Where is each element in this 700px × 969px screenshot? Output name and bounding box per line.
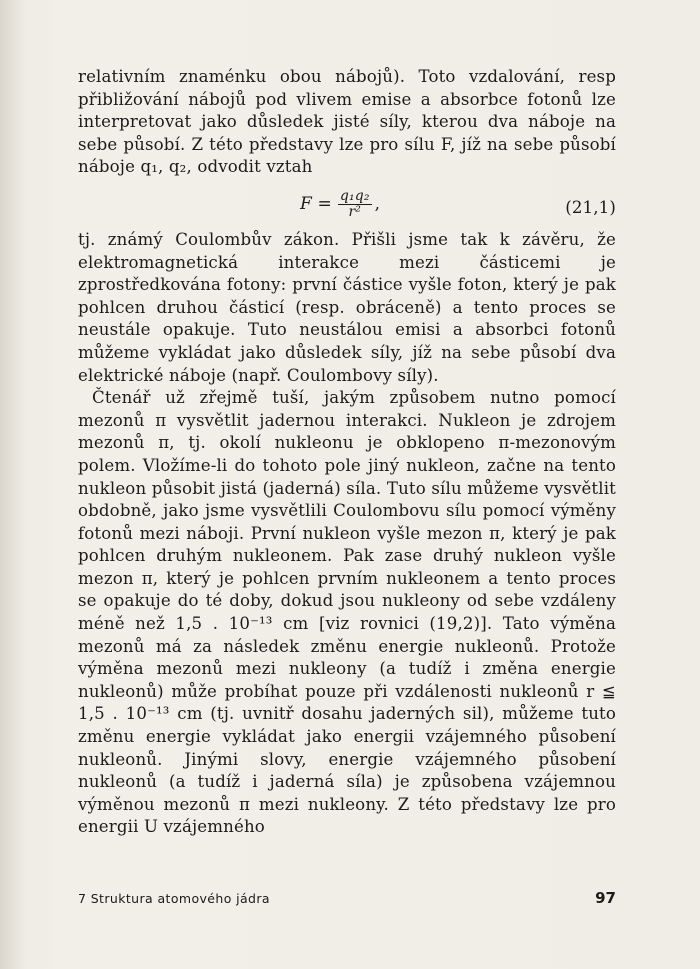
- body-text: [78, 66, 616, 839]
- paragraph-1: relativním znaménku obou nábojů). Toto vzdalování, resp přibližování nábojů pod vlivem emise a absorbce fotonů lze interpretovat jako důsledek jisté síly, kterou dva náboje na sebe působí. Z této představy lze pro sílu F, jíž na sebe působí náboje q₁, q₂, odvodit vztah: [78, 67, 616, 177]
- chapter-title: 7 Struktura atomového jádra: [78, 891, 270, 906]
- equation-numerator: q₁q₂: [339, 187, 370, 204]
- equation-expression: [300, 189, 380, 220]
- coulomb-equation: [78, 183, 616, 227]
- equation-denominator: r²: [348, 203, 362, 220]
- equation-fraction: [338, 189, 372, 220]
- page-number: 97: [595, 889, 616, 907]
- equation-number: (21,1): [565, 197, 616, 217]
- equation-lhs: F =: [300, 194, 332, 215]
- page-footer: [78, 889, 616, 907]
- equation-trailing: ,: [374, 194, 381, 215]
- paragraph-2: tj. známý Coulombův zákon. Přišli jsme tak k závěru, že elektromagnetická interakce mezi částicemi je zprostředkována fotony: první částice vyšle foton, který je pak pohlcen druhou částicí (resp. obráceně) a tento proces se neustále opakuje. Tuto neustálou emisi a absorbci fotonů můžeme vykládat jako důsledek síly, jíž na sebe působí dva elektrické náboje (např. Coulombovy síly).: [78, 229, 616, 385]
- paragraph-3: Čtenář už zřejmě tuší, jakým způsobem nutno pomocí mezonů π vysvětlit jadernou interakci. Nukleon je zdrojem mezonů π, tj. okolí nukleonu je obklopeno π-mezonovým polem. Vložíme-li do tohoto pole jiný nukleon, začne na tento nukleon působit jistá (jaderná) síla. Tuto sílu můžeme vysvětlit obdobně, jako jsme vysvětlili Coulombovu sílu pomocí výměny fotonů mezi náboji. První nukleon vyšle mezon π, který je pak pohlcen druhým nukleonem. Pak zase druhý nukleon vyšle mezon π, který je pohlcen prvním nukleonem a tento proces se opakuje do té doby, dokud jsou nukleony od sebe vzdáleny méně než 1,5 . 10⁻¹³ cm [viz rovnici (19,2)]. Tato výměna mezonů má za následek změnu energie nukleonů. Protože výměna mezonů mezi nukleony (a tudíž i změna energie nukleonů) může probíhat pouze při vzdálenosti nukleonů r ≦ 1,5 . 10⁻¹³ cm (tj. uvnitř dosahu jaderných sil), můžeme tuto změnu energie vykládat jako energii vzájemného působení nukleonů. Jinými slovy, energie vzájemného působení nukleonů (a tudíž i jaderná síla) je způsobena vzájemnou výměnou mezonů π mezi nukleony. Z této představy lze pro energii U vzájemného: [78, 388, 616, 837]
